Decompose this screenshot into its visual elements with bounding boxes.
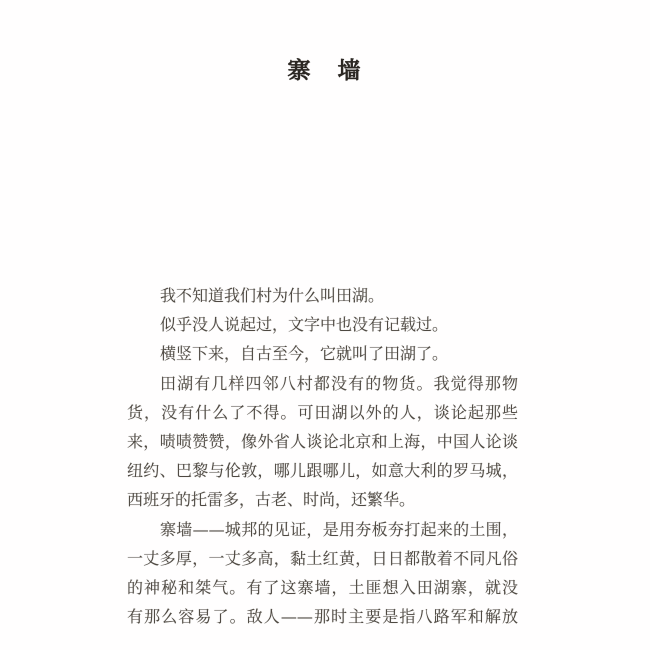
text-line: 货，没有什么了不得。可田湖以外的人，谈论起那些 (127, 402, 518, 422)
text-line: 有那么容易了。敌人——那时主要是指八路军和解放 (127, 607, 518, 627)
text-line: 一丈多厚，一丈多高，黏土红黄，日日都散着不同凡俗 (127, 548, 518, 568)
text-line: 西班牙的托雷多，古老、时尚，还繁华。 (127, 490, 416, 510)
text-line: 的神秘和桀气。有了这寨墙，土匪想入田湖寨，就没 (127, 577, 518, 597)
text-line: 来，啧啧赞赞，像外省人谈论北京和上海，中国人论谈 (127, 431, 518, 451)
chapter-title: 寨 墙 (287, 57, 363, 84)
text-line: 纽约、巴黎与伦敦，哪儿跟哪儿，如意大利的罗马城， (127, 461, 518, 481)
body-text (127, 281, 518, 631)
text-line: 寨墙——城邦的见证，是用夯板夯打起来的土围， (160, 519, 518, 539)
text-line: 横竖下来，自古至今，它就叫了田湖了。 (160, 344, 449, 364)
text-line: 似乎没人说起过，文字中也没有记载过。 (160, 315, 449, 335)
text-line: 田湖有几样四邻八村都没有的物货。我觉得那物 (160, 373, 518, 393)
text-line: 我不知道我们村为什么叫田湖。 (160, 286, 385, 305)
